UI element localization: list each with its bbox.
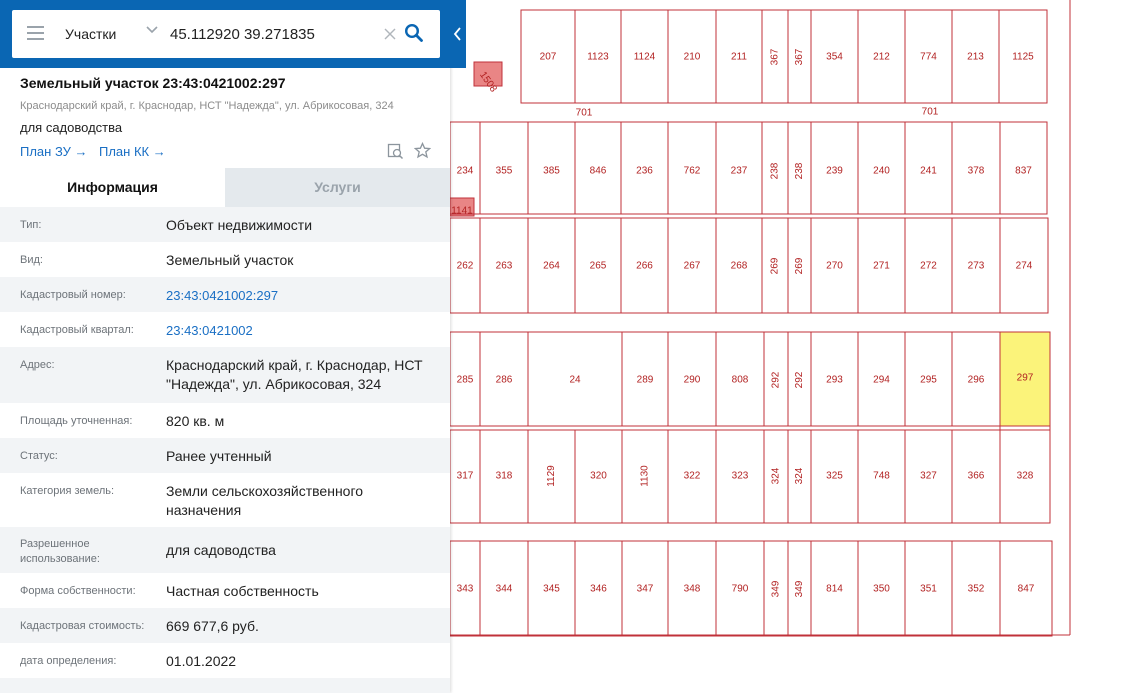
- lot-label-366: 366: [967, 470, 985, 482]
- lot-label-324: 324: [770, 467, 782, 485]
- lot-label-212: 212: [873, 51, 890, 63]
- lot-label-268: 268: [730, 260, 748, 272]
- lot-label-317: 317: [456, 470, 474, 482]
- info-value: Частная собственность: [166, 583, 319, 599]
- info-label: Категория земель:: [20, 485, 115, 497]
- lot-label-1124: 1124: [633, 51, 656, 63]
- lot-label-1129: 1129: [546, 465, 558, 487]
- lot-label-292: 292: [770, 371, 782, 389]
- lot-label-1125: 1125: [1012, 51, 1034, 63]
- lot-label-349: 349: [770, 580, 782, 598]
- lot-label-348: 348: [683, 583, 701, 595]
- lot-label-272: 272: [920, 260, 937, 272]
- lot-label-266: 266: [636, 260, 653, 272]
- info-value: Объект недвижимости: [166, 217, 313, 233]
- street-label-701: 701: [921, 106, 939, 118]
- info-row-kind: [0, 242, 450, 277]
- info-label: Статус:: [20, 450, 58, 462]
- lot-label-323: 323: [731, 470, 749, 482]
- lot-label-327: 327: [920, 470, 937, 482]
- lot-label-355: 355: [495, 165, 513, 177]
- lot-label-318: 318: [495, 470, 513, 482]
- lot-label-328: 328: [1016, 470, 1034, 482]
- lot-label-322: 322: [683, 470, 701, 482]
- lot-label-352: 352: [967, 583, 985, 595]
- lot-label-238: 238: [794, 162, 806, 180]
- lot-label-294: 294: [873, 374, 890, 386]
- lot-label-289: 289: [636, 374, 654, 386]
- plan-zu-link[interactable]: План ЗУ →: [20, 144, 88, 159]
- info-value: 820 кв. м: [166, 413, 225, 429]
- lot-label-274: 274: [1015, 260, 1033, 272]
- lot-label-237: 237: [730, 165, 748, 177]
- info-row-type: [0, 207, 450, 242]
- object-purpose: для садоводства: [20, 120, 123, 135]
- lot-label-345: 345: [543, 583, 560, 595]
- lot-label-774: 774: [920, 51, 937, 63]
- plan-kk-link[interactable]: План КК →: [99, 144, 166, 159]
- lot-label-273: 273: [967, 260, 985, 272]
- lot-label-320: 320: [590, 470, 607, 482]
- lot-label-846: 846: [589, 165, 607, 177]
- lot-label-350: 350: [873, 583, 890, 595]
- lot-label-762: 762: [683, 165, 701, 177]
- tab-services[interactable]: Услуги: [225, 168, 450, 207]
- lot-label-837: 837: [1015, 165, 1032, 177]
- info-row-ownership: [0, 573, 450, 608]
- lot-label-241: 241: [920, 165, 937, 177]
- lot-label-262: 262: [456, 260, 474, 272]
- lot-label-1508: 1508: [476, 69, 499, 95]
- info-row-cadastral-quarter: [0, 312, 450, 347]
- lot-label-292: 292: [794, 371, 806, 389]
- search-box: [12, 10, 440, 58]
- info-row-land-category: [0, 473, 450, 527]
- lot-label-814: 814: [826, 583, 843, 595]
- lot-label-808: 808: [731, 374, 749, 386]
- lot-label-297: 297: [1016, 372, 1034, 384]
- object-address: Краснодарский край, г. Краснодар, НСТ "Надежда", ул. Абрикосовая, 324: [20, 100, 394, 112]
- lot-label-238: 238: [769, 162, 781, 180]
- clear-icon[interactable]: [383, 27, 397, 41]
- lot-label-263: 263: [495, 260, 513, 272]
- lot-label-385: 385: [543, 165, 560, 177]
- search-bar: [0, 0, 466, 68]
- lot-label-207: 207: [539, 51, 557, 63]
- info-row-truncated: [0, 678, 450, 693]
- collapse-panel-icon[interactable]: [450, 20, 466, 48]
- tab-information[interactable]: Информация: [0, 168, 225, 207]
- info-row-address: [0, 347, 450, 403]
- lot-label-211: 211: [731, 51, 747, 63]
- lot-label-264: 264: [543, 260, 560, 272]
- lot-label-325: 325: [826, 470, 843, 482]
- info-label: Вид:: [20, 254, 43, 266]
- info-label: Тип:: [20, 219, 42, 231]
- info-label: Кадастровая стоимость:: [20, 620, 145, 632]
- info-row-determination-date: [0, 643, 450, 678]
- info-row-cadastral-cost: [0, 608, 450, 643]
- info-label: Адрес:: [20, 359, 55, 371]
- find-on-map-icon[interactable]: [387, 143, 404, 160]
- menu-icon[interactable]: [27, 26, 44, 40]
- lot-label-269: 269: [769, 257, 781, 275]
- lot-label-1141: 1141: [451, 205, 473, 217]
- lot-label-378: 378: [967, 165, 985, 177]
- lot-label-347: 347: [636, 583, 654, 595]
- street-label-701: 701: [575, 107, 593, 119]
- lot-label-324: 324: [794, 467, 806, 485]
- object-info-panel: [0, 0, 450, 693]
- lot-label-239: 239: [826, 165, 843, 177]
- lot-label-346: 346: [590, 583, 607, 595]
- info-value: Краснодарский край, г. Краснодар, НСТ "Надежда", ул. Абрикосовая, 324: [166, 357, 423, 392]
- lot-label-748: 748: [873, 470, 890, 482]
- info-row-cadastral-number: [0, 277, 450, 312]
- info-label: Кадастровый квартал:: [20, 324, 134, 336]
- lot-label-265: 265: [589, 260, 607, 272]
- lot-label-351: 351: [920, 583, 937, 595]
- lot-label-367: 367: [769, 48, 781, 66]
- cadastral-number-link[interactable]: 23:43:0421002:297: [166, 288, 279, 303]
- chevron-down-icon[interactable]: [145, 23, 159, 37]
- search-icon[interactable]: [404, 23, 424, 43]
- info-value: Земельный участок: [166, 252, 294, 268]
- lot-label-234: 234: [456, 165, 474, 177]
- info-value: для садоводства: [166, 542, 276, 558]
- lot-label-24: 24: [569, 374, 581, 386]
- lot-label-290: 290: [683, 374, 701, 386]
- info-label: Разрешенное использование:: [20, 538, 100, 565]
- info-value: Земли сельскохозяйственного назначения: [166, 483, 364, 518]
- lot-label-270: 270: [826, 260, 843, 272]
- info-value: 669 677,6 руб.: [166, 618, 259, 634]
- lot-label-293: 293: [826, 374, 843, 386]
- cadastral-quarter-link[interactable]: 23:43:0421002: [166, 323, 253, 338]
- info-label: Форма собственности:: [20, 585, 136, 597]
- tab-bar: [0, 168, 450, 207]
- lot-label-367: 367: [794, 48, 806, 66]
- lot-label-296: 296: [967, 374, 985, 386]
- lot-label-344: 344: [495, 583, 513, 595]
- lot-label-269: 269: [794, 257, 806, 275]
- info-label: дата определения:: [20, 655, 117, 667]
- lot-label-286: 286: [495, 374, 513, 386]
- lot-label-240: 240: [873, 165, 890, 177]
- lot-label-343: 343: [456, 583, 474, 595]
- lot-label-1130: 1130: [639, 465, 651, 487]
- info-label: Кадастровый номер:: [20, 289, 126, 301]
- lot-label-1123: 1123: [587, 51, 609, 63]
- info-value: Ранее учтенный: [166, 448, 272, 464]
- info-value: 01.01.2022: [166, 653, 237, 669]
- lot-label-210: 210: [683, 51, 701, 63]
- lot-label-295: 295: [920, 374, 937, 386]
- object-title: Земельный участок 23:43:0421002:297: [20, 75, 286, 91]
- lot-label-267: 267: [683, 260, 701, 272]
- search-input[interactable]: [170, 20, 380, 48]
- lot-label-847: 847: [1017, 583, 1035, 595]
- favorite-star-icon[interactable]: [414, 142, 431, 159]
- info-row-permitted-use: [0, 527, 450, 573]
- lot-label-285: 285: [456, 374, 474, 386]
- info-label: Площадь уточненная:: [20, 415, 133, 427]
- lot-label-790: 790: [731, 583, 749, 595]
- info-row-status: [0, 438, 450, 473]
- lot-label-236: 236: [636, 165, 653, 177]
- lot-label-354: 354: [826, 51, 843, 63]
- layer-select[interactable]: Участки: [65, 26, 117, 42]
- lot-label-271: 271: [873, 260, 890, 272]
- lot-label-213: 213: [967, 51, 984, 63]
- info-row-area: [0, 403, 450, 438]
- info-table: [0, 207, 450, 693]
- lot-label-349: 349: [794, 580, 806, 598]
